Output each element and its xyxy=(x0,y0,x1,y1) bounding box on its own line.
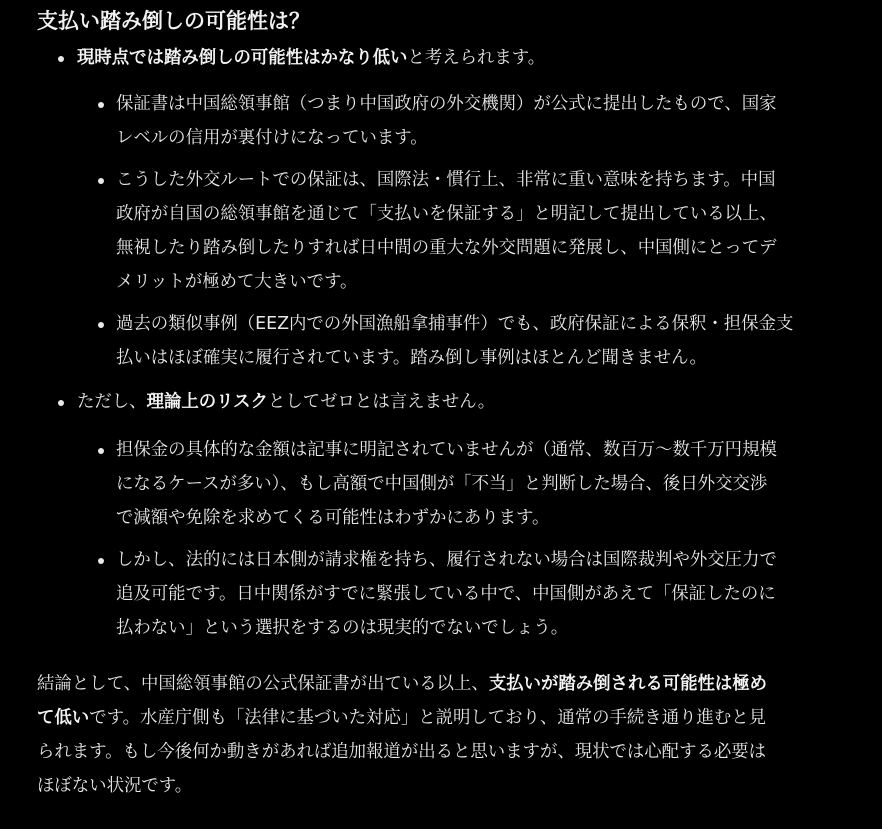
text-line: 追及可能です。日中関係がすでに緊張している中で、中国側があえて「保証したのに xyxy=(116,584,776,604)
text-line: メリットが極めて大きいです。 xyxy=(116,272,358,292)
bullet-icon xyxy=(98,102,104,108)
text-line: こうした外交ルートでの保証は、国際法・慣行上、非常に重い意味を持ちます。中国 xyxy=(116,170,776,190)
list-item-text xyxy=(77,385,867,419)
list-item-low-risk xyxy=(37,41,867,375)
conclusion-paragraph xyxy=(37,667,867,803)
text-line: 担保金の具体的な金額は記事に明記されていませんが（通常、数百万〜数千万円規模 xyxy=(116,440,777,460)
bullet-icon xyxy=(58,400,64,406)
list-item-text xyxy=(77,41,867,75)
sub-list xyxy=(77,433,867,645)
emphasis-text: て低い xyxy=(37,708,90,728)
text-line: になるケースが多い）、もし高額で中国側が「不当」と判断した場合、後日外交交渉 xyxy=(116,474,768,494)
plain-text: 結論として、中国総領事館の公式保証書が出ている以上、 xyxy=(37,674,489,694)
text-line xyxy=(37,701,867,735)
plain-text: と考えられます。 xyxy=(407,48,546,68)
text-line: しかし、法的には日本側が請求権を持ち、履行されない場合は国際裁判や外交圧力で xyxy=(116,550,777,570)
sub-list-item xyxy=(77,307,867,375)
sub-list-item xyxy=(77,163,867,299)
text-line: 保証書は中国総領事館（つまり中国政府の外交機関）が公式に提出したもので、国家 xyxy=(116,94,777,114)
text-line: 政府が自国の総領事館を通じて「支払いを保証する」と明記して提出している以上、 xyxy=(116,204,777,224)
emphasis-text: 支払いが踏み倒される可能性は極め xyxy=(488,674,768,694)
sub-list-item xyxy=(77,543,867,645)
text-line: 払いはほぼ確実に履行されています。踏み倒し事例はほとんど聞きません。 xyxy=(116,348,707,368)
emphasis-text: 理論上のリスク xyxy=(146,392,268,412)
text-line: られます。もし今後何か動きがあれば追加報道が出ると思いますが、現状では心配する必要は xyxy=(37,742,767,762)
bullet-icon xyxy=(98,558,104,564)
text-line: レベルの信用が裏付けになっています。 xyxy=(116,128,428,148)
bullet-icon xyxy=(98,178,104,184)
emphasis-text: 現時点では踏み倒しの可能性はかなり低い xyxy=(77,48,408,68)
text-line: で減額や免除を求めてくる可能性はわずかにあります。 xyxy=(116,508,550,528)
text-line: 払わない」という選択をするのは現実的でないでしょう。 xyxy=(116,618,569,638)
plain-text: ただし、 xyxy=(77,392,147,412)
bullet-icon xyxy=(98,448,104,454)
text-line: ほぼない状況です。 xyxy=(37,776,193,796)
section-heading: 支払い踏み倒しの可能性は？ xyxy=(37,9,310,33)
plain-text: です。水産庁側も「法律に基づいた対応」と説明しており、通常の手続き通り進むと見 xyxy=(89,708,767,728)
main-list xyxy=(37,41,867,645)
chat-response xyxy=(37,4,867,803)
text-line xyxy=(37,667,867,701)
bullet-icon xyxy=(58,56,64,62)
plain-text: としてゼロとは言えません。 xyxy=(267,392,496,412)
text-line: 無視したり踏み倒したりすれば日中間の重大な外交問題に発展し、中国側にとってデ xyxy=(116,238,777,258)
sub-list xyxy=(77,87,867,375)
list-item-theoretical-risk xyxy=(37,385,867,645)
bullet-icon xyxy=(98,322,104,328)
text-line: 過去の類似事例（EEZ内での外国漁船拿捕事件）でも、政府保証による保釈・担保金支 xyxy=(116,314,794,334)
sub-list-item xyxy=(77,87,867,155)
sub-list-item xyxy=(77,433,867,535)
